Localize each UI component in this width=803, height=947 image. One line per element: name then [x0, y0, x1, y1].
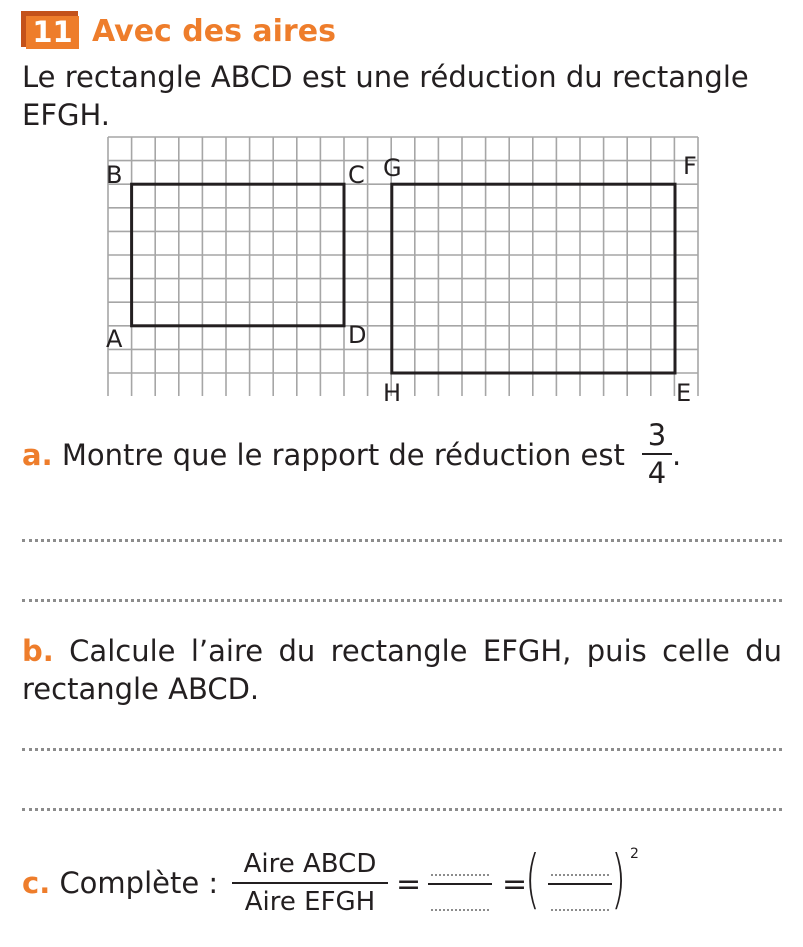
label-h: H	[383, 379, 402, 407]
blank-denominator[interactable]	[431, 909, 489, 911]
label-f: F	[683, 152, 697, 180]
ratio-denominator: 4	[647, 456, 667, 490]
fraction-bar	[548, 883, 612, 885]
exponent: 2	[630, 846, 639, 862]
right-parenthesis: )	[610, 843, 626, 917]
question-a-text: Montre que le rapport de réduction est	[61, 438, 625, 472]
area-numerator: Aire ABCD	[243, 849, 377, 879]
answer-line-b1[interactable]	[22, 748, 782, 751]
label-e: E	[676, 379, 692, 407]
label-c: C	[348, 161, 365, 189]
answer-line-a1[interactable]	[22, 539, 782, 542]
fraction-bar	[232, 882, 388, 884]
answer-line-a2[interactable]	[22, 599, 782, 602]
rectangles-figure	[0, 0, 803, 420]
equals-sign-2: =	[502, 867, 528, 902]
blank-numerator[interactable]	[431, 874, 489, 876]
question-c	[22, 864, 218, 902]
area-ratio-fraction	[232, 848, 388, 918]
area-denominator: Aire EFGH	[244, 887, 376, 917]
label-a: A	[106, 325, 123, 353]
question-a	[22, 436, 625, 474]
question-b-text: Calcule l’aire du rectangle EFGH, puis celle du rectangle ABCD.	[22, 634, 783, 706]
question-b	[22, 632, 782, 708]
label-b: B	[106, 161, 123, 189]
question-c-text: Complète :	[59, 866, 219, 900]
ratio-fraction	[642, 418, 672, 490]
blank-denominator[interactable]	[551, 909, 609, 911]
intro-text: Le rectangle ABCD est une réduction du rectangle EFGH.	[22, 60, 749, 132]
question-a-period: .	[672, 438, 682, 472]
question-b-marker: b.	[22, 634, 54, 668]
fraction-bar	[642, 453, 672, 455]
blank-numerator[interactable]	[551, 874, 609, 876]
label-d: D	[348, 321, 367, 349]
equals-sign-1: =	[396, 867, 422, 902]
grid-paper	[108, 137, 698, 396]
exercise-number: 11	[26, 16, 79, 49]
question-c-marker: c.	[22, 866, 51, 900]
left-parenthesis: (	[524, 843, 540, 917]
exercise-title: Avec des aires	[92, 14, 336, 49]
question-a-marker: a.	[22, 438, 53, 472]
label-g: G	[383, 154, 402, 182]
answer-line-b2[interactable]	[22, 808, 782, 811]
ratio-numerator: 3	[647, 418, 667, 452]
fraction-bar	[428, 883, 492, 885]
